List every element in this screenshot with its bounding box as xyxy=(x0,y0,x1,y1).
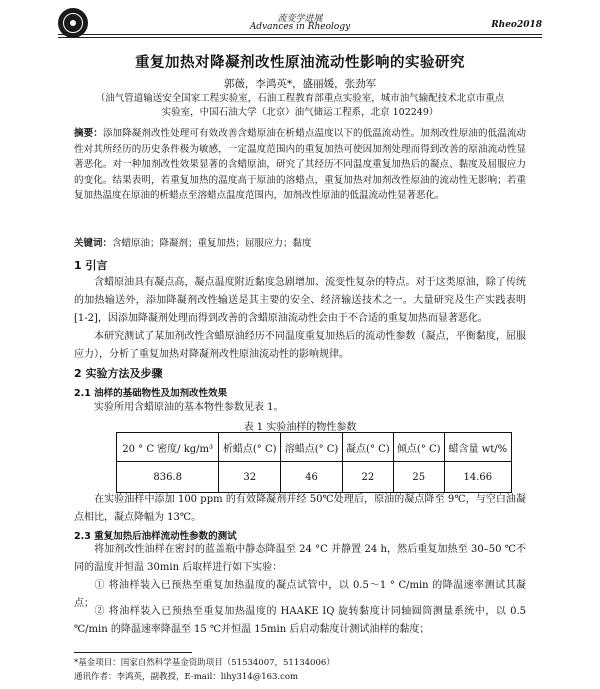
table-row xyxy=(117,462,512,493)
table-header-cell: 倾点(° C) xyxy=(393,433,444,462)
conference-mark: Rheo2018 xyxy=(491,20,542,30)
author-list: 郭薇，李鸿英*，盛丽媛，张劲军 xyxy=(223,78,377,90)
footnote-funding: *基金项目：国家自然科学基金资助项目（51534007，51134006） xyxy=(74,658,335,668)
paragraph: 含蜡原油具有凝点高，凝点温度附近黏度急剧增加、流变性复杂的特点。对于这类原油，除了传统的加热输送外，添加降凝剂改性输送是其主要的安全、经济输送技术之一。大量研究及生产实践表明[1-2]，因添加降凝剂处理而得到改善的含蜡原油流动性会由于不合适的重复加热而显著恶化。 xyxy=(74,277,526,324)
table-cell: 14.66 xyxy=(444,462,511,493)
keywords-text: 含蜡原油；降凝剂；重复加热；屈服应力；黏度 xyxy=(112,238,312,249)
affiliation-line: 实验室，中国石油大学（北京）油气储运工程系，北京 102249） xyxy=(161,107,439,118)
list-item: ① 将油样装入已预热至重复加热温度的凝点试管中，以 0.5～1 ° C/min 的降温速率测试其凝点； xyxy=(74,580,527,609)
table-cell: 22 xyxy=(342,462,393,493)
journal-name-en: Advances in Rheology xyxy=(249,22,351,32)
table-header-cell: 20 ° C 密度/ kg/m³ xyxy=(117,433,219,462)
table-cell: 836.8 xyxy=(117,462,219,493)
abstract-text: 添加降凝剂改性处理可有效改善含蜡原油在析蜡点温度以下的低温流动性。加剂改性原油的低温流动性对其所经历的历史条件极为敏感，一定温度范围内的重复加热可使因加剂处理而得到改善的原油流动性显著恶化。对一种加剂改性效果显著的含蜡原油，研究了其经历不同温度重复加热后的凝点、黏度及屈服应力的变化。结果表明，若重复加热的温度高于原油的溶蜡点，重复加热对加剂改性原油的流动性无影响；若重复加热温度在原油的析蜡点至溶蜡点温度范围内，加剂改性原油的低温流动性显著恶化。 xyxy=(74,128,526,201)
list-item: ② 将油样装入已预热至重复加热温度的 HAAKE IQ 旋转黏度计同轴圆筒测量系统中，以 0.5 ℃/min 的降温速率降温至 15 ℃并恒温 15min 后启动黏度计测试油样的黏度； xyxy=(74,606,526,635)
paper-title: 重复加热对降凝剂改性原油流动性影响的实验研究 xyxy=(135,55,465,71)
affiliation-line: （油气管道输送安全国家工程实验室，石油工程教育部重点实验室，城市油气输配技术北京市重点 xyxy=(95,93,505,104)
subsection-heading: 2.1 油样的基础物性及加剂改性效果 xyxy=(74,388,228,399)
keywords-label: 关键词： xyxy=(74,238,113,249)
table-header-row xyxy=(117,433,512,462)
paragraph: 本研究测试了某加剂改性含蜡原油经历不同温度重复加热后的流动性参数（凝点，平衡黏度，屈服应力），分析了重复加热对降凝剂改性原油流动性的影响规律。 xyxy=(74,331,526,360)
abstract xyxy=(74,126,526,204)
table-cell: 46 xyxy=(281,462,343,493)
section-heading: 2 实验方法及步骤 xyxy=(74,367,163,380)
paragraph: 实验所用含蜡原油的基本物性参数见表 1。 xyxy=(94,402,284,413)
keywords xyxy=(74,235,526,249)
footnote-rule xyxy=(74,652,192,653)
header-rule xyxy=(58,34,542,35)
header-rule-thin xyxy=(58,37,542,38)
journal-name-cn: 流变学进展 xyxy=(277,14,323,24)
table-caption: 表 1 实验油样的物性参数 xyxy=(243,422,357,433)
paragraph: 将加剂改性油样在密封的蓝盖瓶中静态降温至 24 °C 并静置 24 h，然后重复加热至 30–50 ℃不同的温度并恒温 30min 后取样进行如下实验： xyxy=(74,544,526,573)
table-header-cell: 凝点(° C) xyxy=(342,433,393,462)
table-cell: 25 xyxy=(393,462,444,493)
subsection-heading: 2.3 重复加热后油样流动性参数的测试 xyxy=(74,531,237,542)
footnote-contact: 通讯作者：李鸿英，副教授，E-mail：lihy314@163.com xyxy=(74,672,299,682)
table-header-cell: 蜡含量 wt/% xyxy=(444,433,511,462)
section-heading: 1 引言 xyxy=(74,259,108,272)
table-header-cell: 溶蜡点(° C) xyxy=(281,433,343,462)
affiliation xyxy=(70,92,530,120)
abstract-label: 摘要： xyxy=(74,128,103,139)
table-cell: 32 xyxy=(219,462,281,493)
table-header-cell: 析蜡点(° C) xyxy=(219,433,281,462)
paragraph: 在实验油样中添加 100 ppm 的有效降凝剂并经 50℃处理后，原油的凝点降至 9℃，与空白油凝点相比，凝点降幅为 13℃。 xyxy=(74,494,526,523)
properties-table xyxy=(116,432,512,493)
